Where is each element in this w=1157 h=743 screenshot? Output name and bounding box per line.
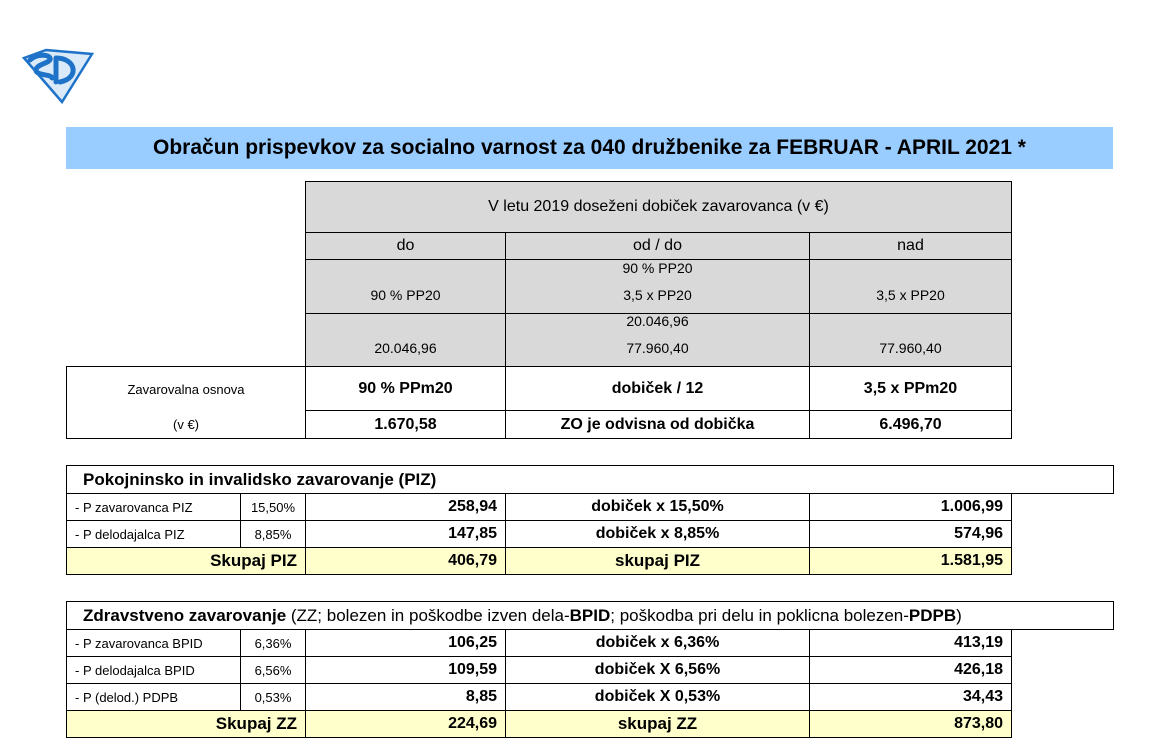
- amt-mid-2: 77.960,40: [626, 340, 689, 356]
- zz-row-2-formula: dobiček X 6,56%: [505, 656, 810, 684]
- amt-nad-cell: [809, 313, 1012, 367]
- piz-total-max: 1.581,95: [809, 547, 1012, 575]
- col-header-od-do: od / do: [505, 232, 810, 260]
- zz-row-3-amount: 8,85: [305, 683, 506, 711]
- piz-total-formula: skupaj PIZ: [505, 547, 810, 575]
- zz-total-max: 873,80: [809, 710, 1012, 738]
- piz-total-label: Skupaj PIZ: [66, 547, 306, 575]
- zz-total-formula: skupaj ZZ: [505, 710, 810, 738]
- basis-formula-do: 90 % PPm20: [305, 366, 506, 411]
- zz-title-main: Zdravstveno zavarovanje: [83, 605, 287, 625]
- piz-row-2-amount: 147,85: [305, 520, 506, 548]
- zz-row-2-label: - P delodajalca BPID: [66, 656, 241, 684]
- zz-total-amount: 224,69: [305, 710, 506, 738]
- zz-row-1-label: - P zavarovanca BPID: [66, 629, 241, 657]
- zz-row-3-formula: dobiček X 0,53%: [505, 683, 810, 711]
- amt-mid-1: 20.046,96: [626, 313, 689, 329]
- zz-total-label: Skupaj ZZ: [66, 710, 306, 738]
- pp-mid-2: 3,5 x PP20: [623, 287, 692, 303]
- zz-title-close: ): [956, 605, 962, 625]
- basis-label: Zavarovalna osnova: [66, 366, 306, 411]
- amt-do-cell: [305, 313, 506, 367]
- zz-title-bpid: BPID: [569, 605, 611, 625]
- pp-nad-cell: [809, 259, 1012, 314]
- piz-row-1-amount: 258,94: [305, 493, 506, 521]
- zz-title: [66, 601, 1114, 630]
- zz-row-3-label: - P (delod.) PDPB: [66, 683, 241, 711]
- basis-value-do: 1.670,58: [305, 410, 506, 439]
- piz-row-2-max: 574,96: [809, 520, 1012, 548]
- piz-total-amount: 406,79: [305, 547, 506, 575]
- pp-nad: 3,5 x PP20: [876, 287, 945, 303]
- basis-unit: (v €): [66, 410, 306, 439]
- amt-mid-cell: [505, 313, 810, 367]
- pp-do-cell: [305, 259, 506, 314]
- piz-row-2-formula: dobiček x 8,85%: [505, 520, 810, 548]
- piz-title: Pokojninsko in invalidsko zavarovanje (PIZ): [66, 465, 1114, 494]
- zz-row-1-formula: dobiček x 6,36%: [505, 629, 810, 657]
- col-header-nad: nad: [809, 232, 1012, 260]
- zz-title-part-2: (ZZ; bolezen in poškodbe izven dela-: [286, 605, 570, 625]
- zz-row-3-rate: 0,53%: [240, 683, 306, 711]
- zz-row-2-amount: 109,59: [305, 656, 506, 684]
- basis-value-nad: 6.496,70: [809, 410, 1012, 439]
- zz-row-1-rate: 6,36%: [240, 629, 306, 657]
- piz-row-1-max: 1.006,99: [809, 493, 1012, 521]
- basis-value-mid: ZO je odvisna od dobička: [505, 410, 810, 439]
- col-header-do: do: [305, 232, 506, 260]
- piz-row-1-label: - P zavarovanca PIZ: [66, 493, 241, 521]
- zz-row-1-amount: 106,25: [305, 629, 506, 657]
- header-caption: V letu 2019 doseženi dobiček zavarovanca (v €): [305, 181, 1012, 233]
- amt-do: 20.046,96: [374, 340, 437, 356]
- pp-mid-1: 90 % PP20: [622, 260, 693, 276]
- piz-row-1-rate: 15,50%: [240, 493, 306, 521]
- piz-row-2-rate: 8,85%: [240, 520, 306, 548]
- piz-row-1-formula: dobiček x 15,50%: [505, 493, 810, 521]
- amt-nad: 77.960,40: [879, 340, 942, 356]
- zz-title-part-4: ; poškodba pri delu in poklicna bolezen-: [610, 605, 909, 625]
- company-logo-icon: [22, 48, 96, 104]
- zz-row-1-max: 413,19: [809, 629, 1012, 657]
- zz-title-pdpb: PDPB: [908, 605, 957, 625]
- basis-formula-mid: dobiček / 12: [505, 366, 810, 411]
- pp-mid-cell: [505, 259, 810, 314]
- pp-do: 90 % PP20: [370, 287, 441, 303]
- piz-row-2-label: - P delodajalca PIZ: [66, 520, 241, 548]
- page-title: Obračun prispevkov za socialno varnost za 040 družbenike za FEBRUAR - APRIL 2021 *: [66, 127, 1113, 169]
- zz-row-2-max: 426,18: [809, 656, 1012, 684]
- zz-row-3-max: 34,43: [809, 683, 1012, 711]
- zz-row-2-rate: 6,56%: [240, 656, 306, 684]
- basis-formula-nad: 3,5 x PPm20: [809, 366, 1012, 411]
